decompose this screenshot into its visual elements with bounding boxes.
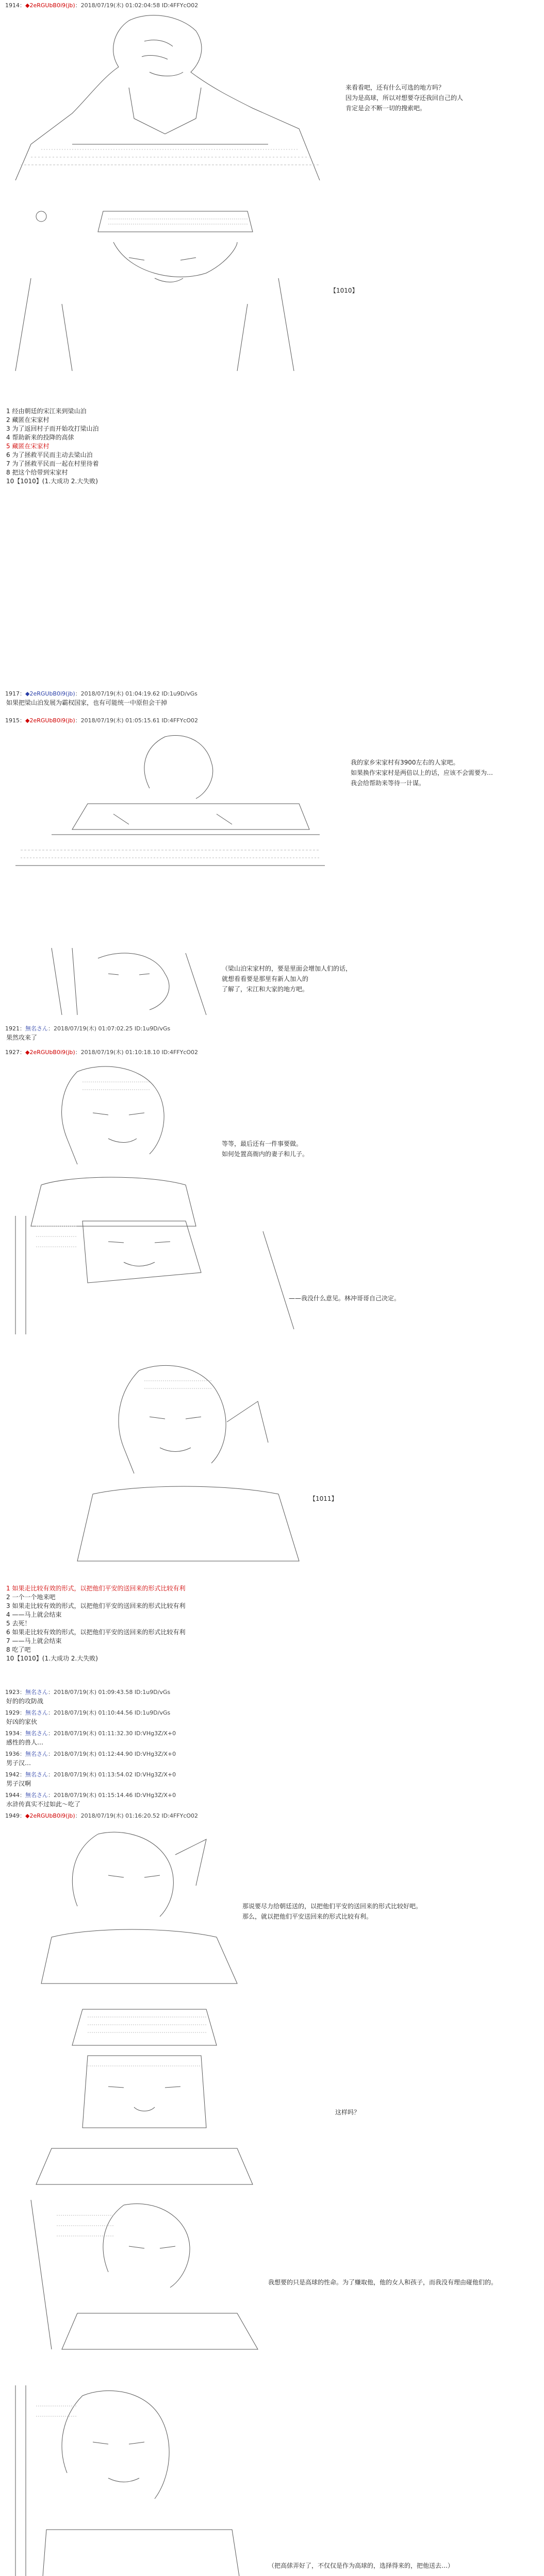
dialog-1 [345,82,463,113]
dialog-line: 因为是高球，所以对想要夺还我回自己的人 [345,94,464,101]
post-header [5,1049,198,1056]
post-separator: ： [20,1049,25,1056]
post-number[interactable]: 1936 [5,1751,20,1757]
dialog-line: ——我没什么意见。林冲哥哥自己决定。 [289,1295,401,1302]
post-meta: ：2018/07/19(木) 01:10:18.10 ID:4FFYcO02 [75,1049,199,1056]
list-item: 6 为了拯救平民而主动去梁山泊 [6,451,93,459]
post-header [5,1792,176,1799]
dialog-line: 肯定是会不断一切的搜索吧。 [345,105,426,112]
dialog-5 [222,1139,308,1159]
post-separator: ： [20,1025,25,1032]
post-separator: ： [20,1751,25,1757]
post-number[interactable]: 1915 [5,717,20,724]
reply-1936: 男子汉… [6,1759,31,1767]
choice-list-1 [6,407,98,486]
list-item: 3 如果走比较有效的形式，以把他们平安的送回来的形式比较有利 [6,1602,186,1609]
poster-name: 無名さん [25,1751,48,1757]
poster-name: ◆2eRGUbB0i9(jb) [25,690,75,697]
post-separator: ： [20,1792,25,1799]
dialog-line: 我的家乡宋家村有3900左右的人家吧。 [351,759,459,766]
post-header [5,2,198,9]
post-separator: ： [20,1771,25,1778]
post-meta: ：2018/07/19(木) 01:02:04:58 ID:4FFYcO02 [75,2,199,9]
list-item: 2 一个一个地来吧 [6,1594,56,1601]
choice-list-3 [6,1584,185,1663]
ascii-art-1 [10,10,330,180]
post-meta: ：2018/07/19(木) 01:09:43.58 ID:1u9D/vGs [48,1689,171,1696]
dialog-line: 我想要的只是高球的性命。为了赚取他，他的女人和孩子，而我没有理由碰他们的。 [268,2279,498,2286]
dialog-9 [268,2277,497,2287]
dialog-line: （梁山泊宋家村的，要是里面会增加人们的话， [222,965,352,972]
list-item: 7 为了拯救平民而一起在村里待着 [6,460,99,467]
poster-name: ◆2eRGUbB0i9(jb) [25,1812,75,1819]
list-item: 1 如果走比较有效的形式，以把他们平安的送回来的形式比较有利 [6,1585,186,1592]
post-header [5,1709,170,1717]
poster-name: 無名さん [25,1709,48,1716]
post-separator: ： [20,1689,25,1696]
ascii-art-8 [21,1824,268,1989]
dialog-line: 等等，最后还有一件事要做。 [222,1140,303,1147]
list-item: 6 如果走比较有效的形式，以把他们平安的送回来的形式比较有利 [6,1629,186,1636]
list-item: 7 ——马上就会结束 [6,1637,62,1645]
dialog-line: 那说要尽力给朝廷送的，以把他们平安的送回来的形式比较好吧。 [242,1903,422,1910]
dialog-line: 就想看看要是那里有新人加入的 [222,975,309,982]
post-number[interactable]: 1927 [5,1049,20,1056]
dialog-3 [222,963,352,994]
post-meta: ：2018/07/19(木) 01:16:20.52 ID:4FFYcO02 [75,1812,199,1819]
post-meta: ：2018/07/19(木) 01:10:44.56 ID:1u9D/vGs [48,1709,171,1716]
post-header [5,1751,176,1758]
post-separator: ： [20,1730,25,1737]
list-item: 3 为了返回村子而开始攻打梁山泊 [6,425,99,432]
post-meta: ：2018/07/19(木) 01:04:19.62 ID:1u9D/vGs [75,690,197,697]
post-header [5,1730,176,1737]
post-separator: ： [20,717,25,724]
post-meta: ：2018/07/19(木) 01:15:14.46 ID:VHg3Z/X+0 [48,1792,176,1799]
dialog-line: 如何处置高衙内的妻子和儿子。 [222,1150,309,1158]
ascii-art-7 [62,1360,330,1566]
reply-1934: 感性的兽人… [6,1739,44,1746]
post-header [5,1812,198,1820]
dialog-7 [242,1901,422,1922]
list-item: 10【1010】(1.大成功 2.大失败) [6,1655,98,1662]
post-meta: ：2018/07/19(木) 01:11:32.30 ID:VHg3Z/X+0 [48,1730,176,1737]
post-number[interactable]: 1934 [5,1730,20,1737]
dialog-line: 如果换作宋家村是两倍以上的话，应该不会需要为… [351,769,493,776]
poster-name: ◆2eRGUbB0i9(jb) [25,2,75,9]
post-number[interactable]: 1949 [5,1812,20,1819]
post-separator: ： [20,2,25,9]
post-header [5,717,198,724]
post-number[interactable]: 1942 [5,1771,20,1778]
poster-name: 無名さん [25,1025,48,1032]
poster-name: 無名さん [25,1730,48,1737]
dialog-10 [268,2561,454,2571]
post-number[interactable]: 1944 [5,1792,20,1799]
post-number[interactable]: 1917 [5,690,20,697]
list-item: 4 帮助新来的投降的高俅 [6,434,74,441]
post-meta: ：2018/07/19(木) 01:05:15.61 ID:4FFYcO02 [75,717,199,724]
dialog-line: （把高俅弄好了，不仅仅是作为高球的，选择得来的，把他送去…） [268,2562,454,2569]
post-separator: ： [20,690,25,697]
poster-name: ◆2eRGUbB0i9(jb) [25,717,75,724]
list-item: 5 去死！ [6,1620,31,1627]
reply-1929: 好凶的家伙 [6,1718,38,1725]
post-number[interactable]: 1929 [5,1709,20,1716]
post-header [5,1771,176,1778]
ascii-art-4 [21,943,227,1020]
reply-1923: 好的的攻防战 [6,1698,44,1705]
reply-1917: 如果把梁山泊发展为霸权国家，也有可能统一中原但会干掉 [6,699,168,706]
post-meta: ：2018/07/19(木) 01:07:02.25 ID:1u9D/vGs [48,1025,171,1032]
post-header [5,1689,170,1696]
dialog-line: 来看看吧，还有什么可选的地方吗？ [345,84,445,91]
code-label-1: 【1010】 [330,287,358,294]
post-header [5,690,197,698]
ascii-art-9 [21,2004,268,2190]
list-item: 2 藏匿在宋家村 [6,416,50,423]
post-header [5,1025,170,1032]
list-item: 4 ——马上就会结束 [6,1611,62,1618]
list-item: 8 吃了吧 [6,1646,31,1653]
ascii-art-10 [21,2195,289,2354]
poster-name: 無名さん [25,1771,48,1778]
post-number[interactable]: 1914 [5,2,20,9]
ascii-art-2 [10,201,299,376]
ascii-art-5 [21,1061,206,1231]
dialog-8 [335,2107,360,2117]
list-item: 8 把这个给带到宋家村 [6,469,68,476]
reply-1942: 男子汉啊 [6,1780,31,1787]
dialog-4 [351,757,493,788]
poster-name: 無名さん [25,1689,48,1696]
list-item: 1 经由朝廷的宋江来到梁山泊 [6,408,87,415]
reply-1944: 水浒传真实不过如此～吃了 [6,1801,81,1808]
post-meta: ：2018/07/19(木) 01:12:44.90 ID:VHg3Z/X+0 [48,1751,176,1757]
dialog-line: 了解了，宋江和大家的地方吧。 [222,986,309,993]
post-separator: ： [20,1812,25,1819]
ascii-art-11 [5,2365,294,2576]
post-meta: ：2018/07/19(木) 01:13:54.02 ID:VHg3Z/X+0 [48,1771,176,1778]
reply-1921: 果然攻来了 [6,1034,38,1041]
post-separator: ： [20,1709,25,1716]
list-item: 10【1010】(1.大成功 2.大失败) [6,478,98,485]
post-number[interactable]: 1921 [5,1025,20,1032]
list-item: 5 藏匿在宋家村 [6,443,50,450]
dialog-line: 我会给帮助来等待一计谋。 [351,779,425,787]
dialog-6 [289,1293,400,1303]
poster-name: ◆2eRGUbB0i9(jb) [25,1049,75,1056]
poster-name: 無名さん [25,1792,48,1799]
code-label-2: 【1011】 [309,1495,338,1502]
post-number[interactable]: 1923 [5,1689,20,1696]
ascii-art-3 [10,721,330,876]
dialog-line: 那么，就以把他们平安送回来的形式比较有利。 [242,1913,373,1920]
dialog-line: 这样吗？ [335,2109,360,2116]
ascii-art-6 [5,1211,335,1340]
